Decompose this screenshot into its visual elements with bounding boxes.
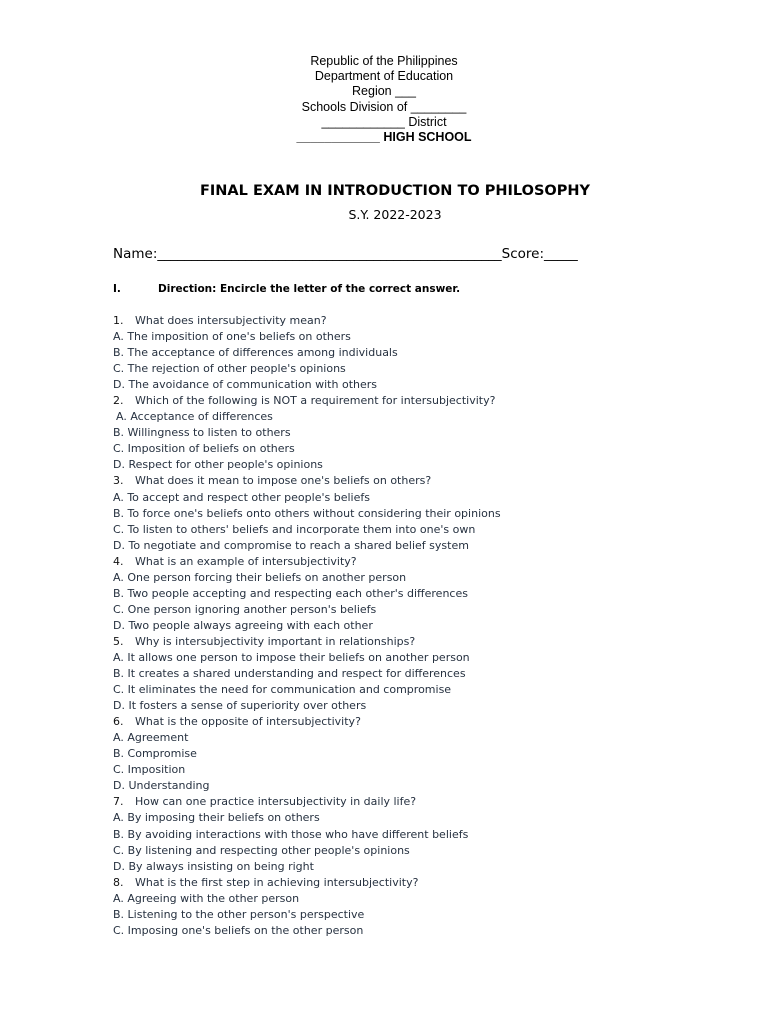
question-text: What does it mean to impose one's beliefs on others? [135, 474, 432, 488]
option-3b[interactable]: B. To force one's beliefs onto others without considering their opinions [113, 506, 501, 520]
name-score-row [113, 246, 578, 262]
option-5a[interactable]: A. It allows one person to impose their beliefs on another person [113, 650, 470, 664]
question-text: Which of the following is NOT a requirement for intersubjectivity? [135, 394, 496, 408]
option-2b[interactable]: B. Willingness to listen to others [113, 426, 291, 440]
option-1a[interactable]: A. The imposition of one's beliefs on others [113, 330, 351, 344]
option-4d[interactable]: D. Two people always agreeing with each other [113, 618, 373, 632]
header-department: Department of Education [314, 69, 454, 84]
school-year: S.Y. 2022-2023 [348, 207, 442, 222]
option-1b[interactable]: B. The acceptance of differences among individuals [113, 346, 398, 360]
option-7b[interactable]: B. By avoiding interactions with those who have different beliefs [113, 827, 469, 841]
section-number: I. [113, 283, 121, 295]
option-1c[interactable]: C. The rejection of other people's opinions [113, 362, 346, 376]
header-country: Republic of the Philippines [310, 54, 458, 68]
option-6a[interactable]: A. Agreement [113, 731, 189, 745]
option-2d[interactable]: D. Respect for other people's opinions [113, 458, 323, 472]
question-list [113, 313, 733, 939]
option-7c[interactable]: C. By listening and respecting other people's opinions [113, 843, 410, 857]
name-field[interactable]: Name:___________________________________________________ [113, 246, 502, 262]
question-number: 4. [113, 554, 124, 568]
option-4a[interactable]: A. One person forcing their beliefs on another person [113, 570, 407, 584]
option-6b[interactable]: B. Compromise [113, 747, 197, 761]
option-3c[interactable]: C. To listen to others' beliefs and incorporate them into one's own [113, 522, 476, 536]
question-text: What does intersubjectivity mean? [135, 314, 327, 327]
question-text: What is the opposite of intersubjectivity? [135, 715, 361, 729]
option-2c[interactable]: C. Imposition of beliefs on others [113, 442, 295, 456]
option-3a[interactable]: A. To accept and respect other people's beliefs [113, 490, 370, 504]
option-5d[interactable]: D. It fosters a sense of superiority over others [113, 699, 367, 713]
question-number: 3. [113, 474, 124, 488]
question-4 [113, 554, 733, 570]
question-7 [113, 794, 733, 810]
question-number: 6. [113, 715, 124, 729]
option-8a[interactable]: A. Agreeing with the other person [113, 891, 300, 905]
option-4b[interactable]: B. Two people accepting and respecting each other's differences [113, 586, 468, 600]
question-2 [113, 393, 733, 409]
option-8b[interactable]: B. Listening to the other person's perspective [113, 907, 365, 921]
option-3d[interactable]: D. To negotiate and compromise to reach a shared belief system [113, 538, 469, 552]
header-division: Schools Division of ________ [301, 99, 467, 114]
option-5c[interactable]: C. It eliminates the need for communication and compromise [113, 683, 452, 697]
question-number: 7. [113, 795, 124, 809]
option-6c[interactable]: C. Imposition [113, 763, 186, 777]
header-school: ____________ HIGH SCHOOL [296, 130, 472, 145]
option-1d[interactable]: D. The avoidance of communication with others [113, 378, 377, 392]
document-header [0, 54, 768, 145]
question-number: 2. [113, 394, 124, 408]
direction-line [113, 283, 460, 295]
option-8c[interactable]: C. Imposing one's beliefs on the other person [113, 923, 364, 937]
option-4c[interactable]: C. One person ignoring another person's beliefs [113, 602, 377, 616]
exam-title: FINAL EXAM IN INTRODUCTION TO PHILOSOPHY [200, 183, 590, 199]
question-text: What is an example of intersubjectivity? [135, 554, 357, 568]
question-6 [113, 714, 733, 730]
option-5b[interactable]: B. It creates a shared understanding and respect for differences [113, 667, 466, 681]
question-3 [113, 473, 733, 489]
option-7d[interactable]: D. By always insisting on being right [113, 859, 314, 873]
question-number: 5. [113, 634, 124, 648]
question-text: What is the first step in achieving intersubjectivity? [135, 875, 419, 889]
option-6d[interactable]: D. Understanding [113, 779, 210, 793]
option-2a[interactable]: A. Acceptance of differences [116, 410, 273, 424]
header-region: Region ___ [352, 84, 416, 99]
option-7a[interactable]: A. By imposing their beliefs on others [113, 811, 320, 825]
question-number: 8. [113, 875, 124, 889]
question-8 [113, 875, 733, 891]
question-text: Why is intersubjectivity important in relationships? [135, 634, 416, 648]
header-district: ____________ District [321, 114, 447, 129]
direction-text: Direction: Encircle the letter of the correct answer. [158, 283, 461, 295]
question-5 [113, 634, 733, 650]
question-number: 1. [113, 314, 124, 327]
question-1 [113, 313, 733, 329]
question-text: How can one practice intersubjectivity in daily life? [135, 795, 417, 809]
score-field[interactable]: Score:_____ [501, 246, 578, 262]
